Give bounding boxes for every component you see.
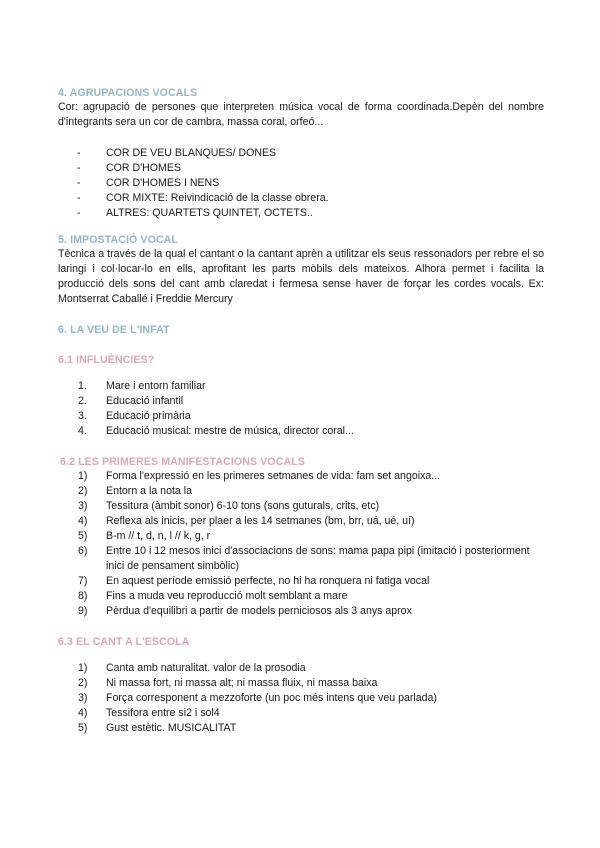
list-item: 3) Força corresponent a mezzoforte (un poc més intens que veu parlada) — [78, 692, 437, 704]
section-5-paragraph: Tècnica a través de la qual el cantant o la cantant aprèn a utilitzar els seus ressonadors per rebre el so laringi i col·locar-lo en ells, aprofitant les parts mòbils dels mateixos. Alhora permet i facilita la producció dels sons del cant amb claredat i fermesa sense haver de forçar les cordes vocals. Ex: Montserrat Caballé i Freddie Mercury — [58, 248, 544, 305]
section-5-heading: 5. IMPOSTACIÓ VOCAL — [58, 234, 179, 246]
list-item: 9) Pèrdua d'equilibri a partir de models perniciosos als 3 anys aprox — [78, 605, 412, 617]
section-4-heading: 4. AGRUPACIONS VOCALS — [58, 87, 198, 99]
list-item: - ALTRES: QUARTETS QUINTET, OCTETS.. — [58, 206, 544, 221]
list-item: - COR D'HOMES — [58, 161, 544, 176]
section-6-3-heading: 6.3 EL CANT A L'ESCOLA — [58, 636, 190, 648]
list-item: 1. Mare i entorn familiar — [78, 380, 206, 392]
list-item: 4. Educació musical: mestre de música, director coral... — [78, 425, 354, 437]
list-item: 1) Forma l'expressió en les primeres setmanes de vida: fam set angoixa... — [78, 470, 441, 482]
influences-list — [58, 379, 544, 439]
list-item: 2) Entorn a la nota la — [78, 485, 192, 497]
list-item: - COR DE VEU BLANQUES/ DONES — [58, 146, 544, 161]
list-item: 2. Educació infantil — [78, 395, 184, 407]
list-item: 3) Tessitura (àmbit sonor) 6-10 tons (sons guturals, crits, etc) — [78, 500, 380, 512]
document-page — [58, 86, 544, 736]
list-item: 4) Reflexa als inicis, per plaer a les 14 setmanes (bm, brr, uá, ué, uí) — [78, 515, 415, 527]
list-item: - COR D'HOMES I NENS — [58, 176, 544, 191]
list-item: 5) B-m // t, d, n, l // k, g, r — [78, 530, 211, 542]
list-item: 3. Educació primària — [78, 410, 191, 422]
list-item: 6) Entre 10 i 12 mesos inici d'associacions de sons: mama papa pipi (imitació i posteriorment inici de pensament simbòlic) — [78, 545, 530, 572]
school-singing-list — [58, 661, 544, 736]
list-item: 2) Ni massa fort, ni massa alt; ni massa fluix, ni massa baixa — [78, 677, 378, 689]
section-6-heading: 6. LA VEU DE L'INFAT — [58, 324, 170, 336]
list-item: 4) Tessifora entre si2 i sol4 — [78, 707, 220, 719]
section-6-2-heading: 6.2 LES PRIMERES MANIFESTACIONS VOCALS — [60, 456, 305, 468]
list-item: 1) Canta amb naturalitat. valor de la prosodia — [78, 662, 306, 674]
list-item: 7) En aquest període emissió perfecte, no hi ha ronquera ni fatiga vocal — [78, 575, 430, 587]
section-4-paragraph: Cor: agrupació de persones que interpreten música vocal de forma coordinada.Depèn del nombre d'integrants sera un cor de cambra, massa coral, orfeó... — [58, 101, 544, 128]
list-item: 5) Gust estètic. MUSICALITAT — [78, 722, 237, 734]
choir-types-list — [58, 146, 544, 221]
vocal-manifestations-list — [58, 469, 544, 619]
list-item: - COR MIXTE: Reivindicació de la classe obrera. — [58, 191, 544, 206]
section-6-1-heading: 6.1 INFLUÈNCIES? — [58, 354, 155, 366]
list-item: 8) Fins a muda veu reproducció molt semblant a mare — [78, 590, 348, 602]
